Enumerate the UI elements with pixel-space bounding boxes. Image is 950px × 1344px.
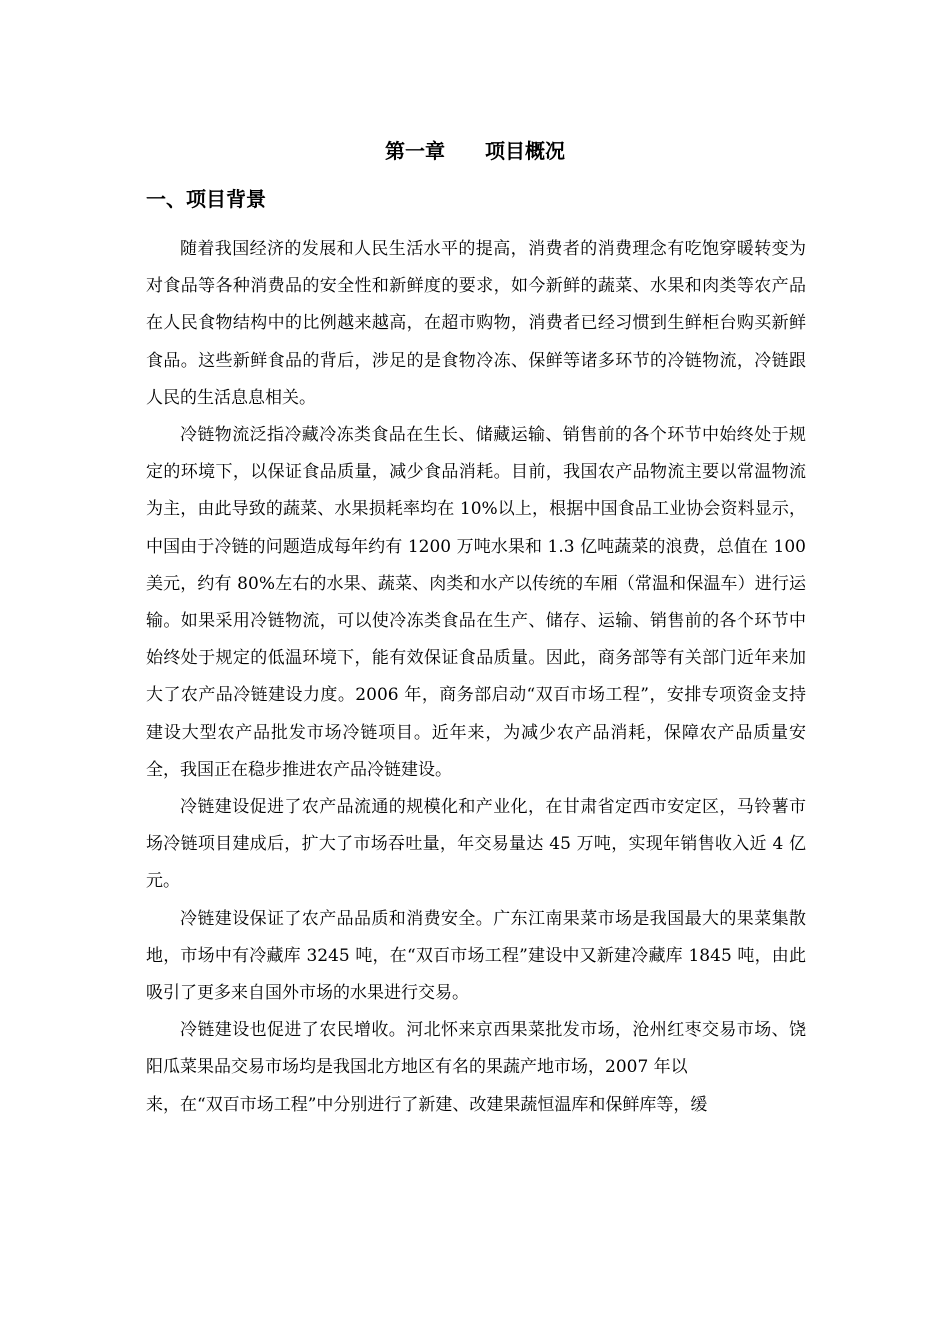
body-text xyxy=(146,231,806,1124)
paragraph: 冷链建设保证了农产品品质和消费安全。广东江南果菜市场是我国最大的果菜集散地，市场中有冷藏库 3245 吨，在“双百市场工程”建设中又新建冷藏库 1845 吨，由此吸引了更多来自国外市场的水果进行交易。 xyxy=(146,908,806,1004)
paragraph: 冷链建设促进了农产品流通的规模化和产业化，在甘肃省定西市安定区，马铃薯市场冷链项目建成后，扩大了市场吞吐量，年交易量达 45 万吨，实现年销售收入近 4 亿元。 xyxy=(146,797,806,892)
chapter-title: 第一章 项目概况 xyxy=(385,139,565,163)
section-title: 一、项目背景 xyxy=(146,187,266,211)
paragraph: 随着我国经济的发展和人民生活水平的提高，消费者的消费理念有吃饱穿暖转变为对食品等各种消费品的安全性和新鲜度的要求，如今新鲜的蔬菜、水果和肉类等农产品在人民食物结构中的比例越来越高，在超市购物，消费者已经习惯到生鲜柜台购买新鲜食品。这些新鲜食品的背后，涉足的是食物冷冻、保鲜等诸多环节的冷链物流，冷链跟人民的生活息息相关。 xyxy=(146,239,806,408)
paragraph: 来，在“双百市场工程”中分别进行了新建、改建果蔬恒温库和保鲜库等，缓 xyxy=(146,1094,708,1115)
paragraph: 冷链物流泛指冷藏冷冻类食品在生长、储藏运输、销售前的各个环节中始终处于规定的环境下，以保证食品质量，减少食品消耗。目前，我国农产品物流主要以常温物流为主，由此导致的蔬菜、水果损耗率均在 10%以上，根据中国食品工业协会资料显示，中国由于冷链的问题造成每年约有 1200 万吨水果和 1.3 亿吨蔬菜的浪费，总值在 100 美元，约有 80%左右的水果、蔬菜、肉类和水产以传统的车厢（常温和保温车）进行运输。如果采用冷链物流，可以使冷冻类食品在生产、储存、运输、销售前的各个环节中始终处于规定的低温环境下，能有效保证食品质量。因此，商务部等有关部门近年来加大了农产品冷链建设力度。2006 年，商务部启动“双百市场工程”，安排专项资金支持建设大型农产品批发市场冷链项目。近年来，为减少农产品消耗，保障农产品质量安全，我国正在稳步推进农产品冷链建设。 xyxy=(146,425,806,780)
paragraph: 冷链建设也促进了农民增收。河北怀来京西果菜批发市场，沧州红枣交易市场、饶阳瓜菜果品交易市场均是我国北方地区有名的果蔬产地市场，2007 年以 xyxy=(146,1020,806,1078)
